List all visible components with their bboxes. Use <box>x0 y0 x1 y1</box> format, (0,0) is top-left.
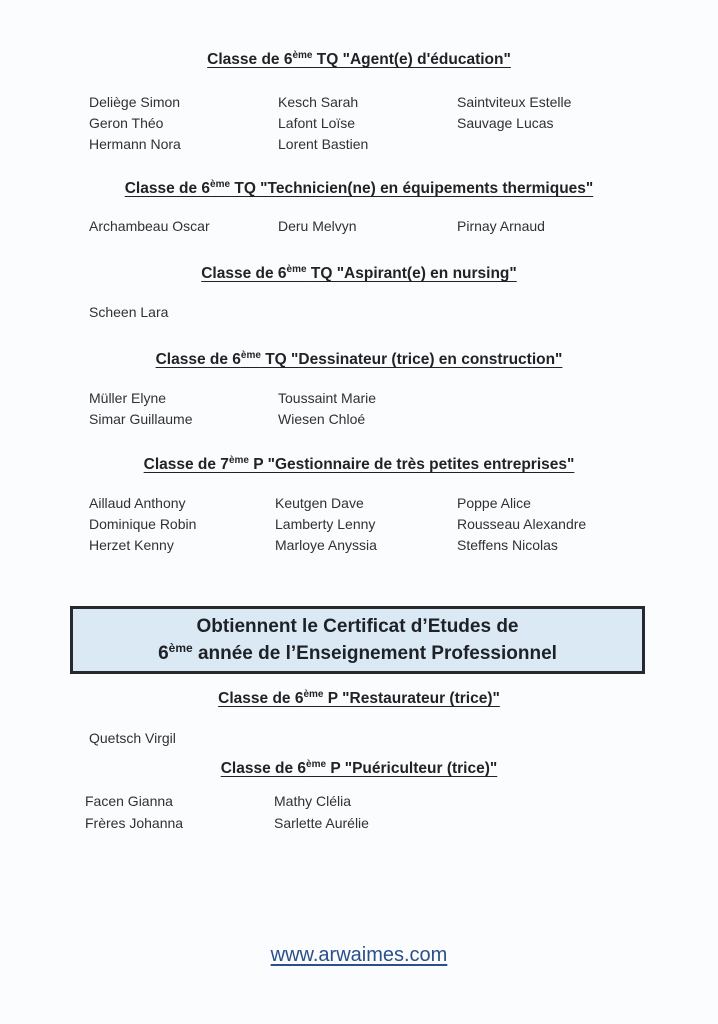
student-name: Lorent Bastien <box>278 136 369 152</box>
student-name: Marloye Anyssia <box>275 537 377 553</box>
student-name: Archambeau Oscar <box>89 218 210 234</box>
student-name: Lamberty Lenny <box>275 516 376 532</box>
section-heading-puericulteur: Classe de 6ème P "Puériculteur (trice)" <box>220 759 498 777</box>
student-name: Dominique Robin <box>89 516 197 532</box>
banner-line-1: Obtiennent le Certificat d’Etudes de <box>196 616 519 637</box>
section-heading-technicien-thermiques: Classe de 6ème TQ "Technicien(ne) en équipements thermiques" <box>124 179 594 197</box>
student-name: Deru Melvyn <box>278 218 357 234</box>
section-heading-dessinateur-construction: Classe de 6ème TQ "Dessinateur (trice) en construction" <box>155 350 563 368</box>
student-name: Simar Guillaume <box>89 411 193 427</box>
student-name: Herzet Kenny <box>89 537 174 553</box>
section-heading-aspirant-nursing: Classe de 6ème TQ "Aspirant(e) en nursing" <box>201 264 517 282</box>
website-link[interactable]: www.arwaimes.com <box>270 944 448 966</box>
student-name: Scheen Lara <box>89 304 169 320</box>
student-name: Poppe Alice <box>457 495 531 511</box>
student-name: Hermann Nora <box>89 136 181 152</box>
student-name: Müller Elyne <box>89 390 167 406</box>
student-name: Deliège Simon <box>89 94 181 110</box>
student-name: Quetsch Virgil <box>89 730 176 746</box>
student-name: Mathy Clélia <box>274 793 352 809</box>
student-name: Rousseau Alexandre <box>457 516 587 532</box>
certificate-banner <box>70 606 645 674</box>
student-name: Steffens Nicolas <box>457 537 558 553</box>
student-name: Aillaud Anthony <box>89 495 186 511</box>
student-name: Kesch Sarah <box>278 94 359 110</box>
student-name: Frères Johanna <box>85 815 184 831</box>
student-name: Toussaint Marie <box>278 390 377 406</box>
section-heading-restaurateur: Classe de 6ème P "Restaurateur (trice)" <box>218 689 500 707</box>
student-name: Facen Gianna <box>85 793 173 809</box>
student-name: Pirnay Arnaud <box>457 218 545 234</box>
section-heading-agent-education: Classe de 6ème TQ "Agent(e) d'éducation" <box>207 50 511 68</box>
student-name: Sarlette Aurélie <box>274 815 369 831</box>
student-name: Geron Théo <box>89 115 164 131</box>
banner-line-2: 6ème année de l’Enseignement Professionnel <box>158 641 557 664</box>
student-name: Saintviteux Estelle <box>457 94 572 110</box>
student-name: Sauvage Lucas <box>457 115 554 131</box>
student-name: Wiesen Chloé <box>278 411 366 427</box>
student-name: Lafont Loïse <box>278 115 356 131</box>
section-heading-gestionnaire-entreprises: Classe de 7ème P "Gestionnaire de très petites entreprises" <box>143 455 575 473</box>
student-name: Keutgen Dave <box>275 495 364 511</box>
